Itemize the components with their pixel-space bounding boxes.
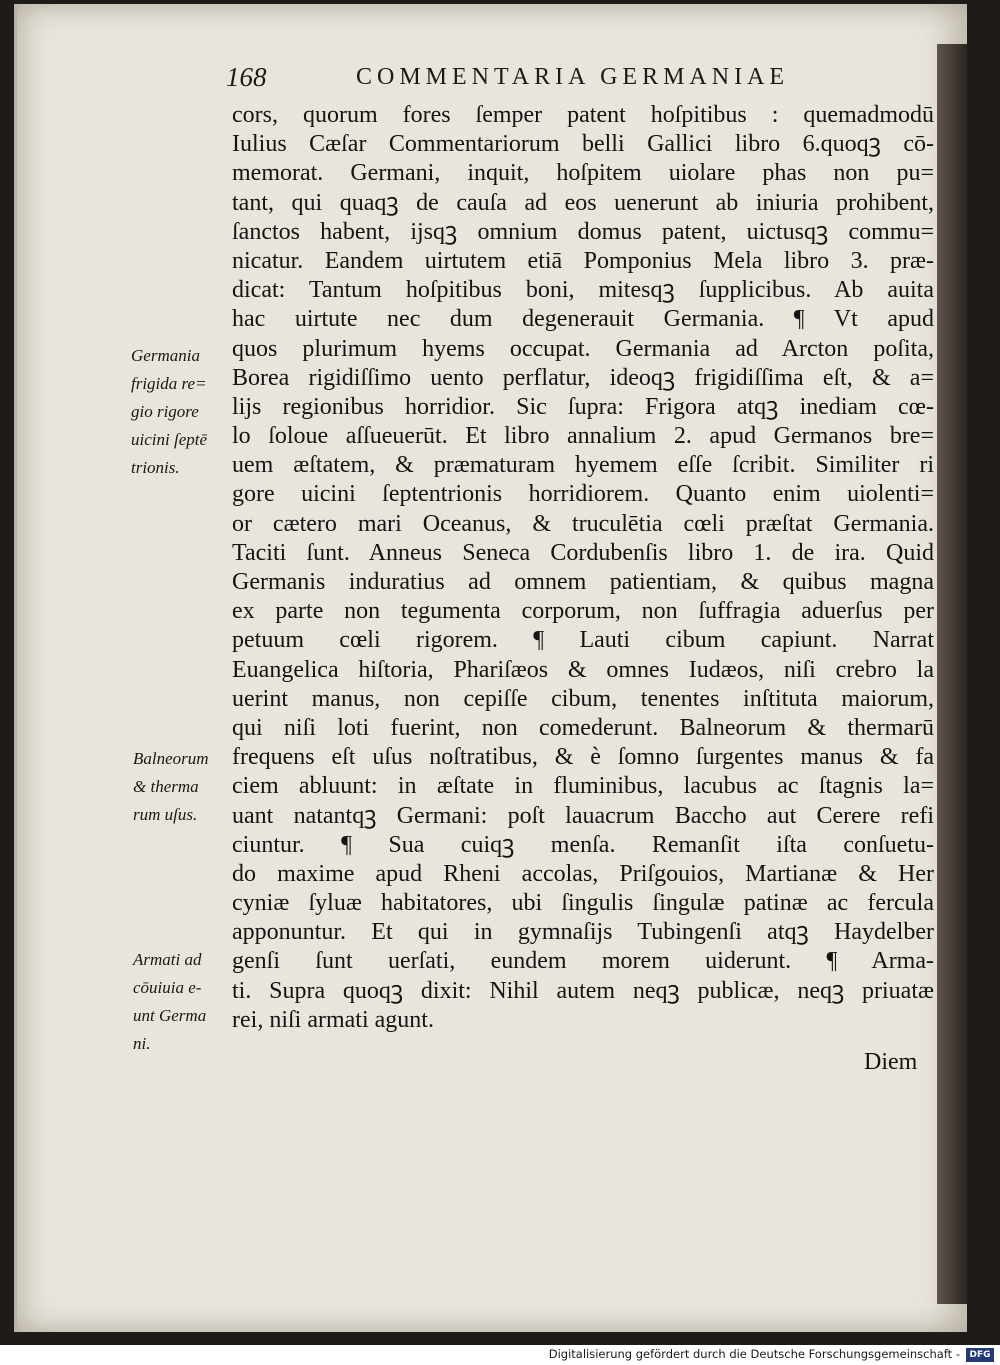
marginal-note-germania-frigida (131, 342, 237, 482)
text-line: dicat: Tantum hoſpitibus boni, mitesqꝫ ſupplicibus. Ab auita (232, 277, 934, 304)
marginal-line: frigida re= (131, 374, 207, 393)
text-line: Taciti ſunt. Anneus Seneca Cordubenſis libro 1. de ira. Quid (232, 539, 934, 566)
text-line: or cætero mari Oceanus, & truculētia cœli præſtat Germania. (232, 510, 934, 537)
marginal-line: & therma (133, 777, 199, 796)
page-edge (937, 44, 967, 1304)
text-line: lo ſoloue aſſueuerūt. Et libro annalium 2. apud Germanos bre= (232, 423, 934, 450)
marginal-line: unt Germa (133, 1006, 207, 1025)
text-line: memorat. Germani, inquit, hoſpitem uiolare phas non pu= (232, 160, 934, 187)
text-line: Euangelica hiſtoria, Phariſæos & omnes Iudæos, niſi crebro la (232, 656, 934, 683)
text-line: do maxime apud Rheni accolas, Priſgouios, Martianæ & Her (232, 860, 934, 887)
footer-credit: Digitalisierung gefördert durch die Deutsche Forschungsgemeinschaft - (548, 1347, 960, 1361)
marginal-line: gio rigore (131, 402, 199, 421)
text-line: frequens eſt uſus noſtratibus, & è ſomno ſurgentes manus & fa (232, 744, 934, 771)
marginal-line: Balneorum (133, 749, 209, 768)
text-line: gore uicini ſeptentrionis horridiorem. Quanto enim uiolenti= (232, 481, 934, 508)
dfg-logo-icon: DFG (966, 1348, 994, 1362)
text-line: apponuntur. Et qui in gymnaſijs Tubingenſi atqꝫ Haydelber (232, 919, 934, 946)
text-line: uerint manus, non cepiſſe cibum, tenentes inſtituta maiorum, (232, 685, 934, 712)
text-line: ciem abluunt: in æſtate in fluminibus, lacubus ac ſtagnis la= (232, 773, 934, 800)
text-line: uem æſtatem, & præmaturam hyemem eſſe ſcribit. Similiter ri (232, 452, 934, 479)
marginal-line: rum uſus. (133, 805, 198, 824)
text-line: qui niſi loti fuerint, non comederunt. Balneorum & thermarū (232, 714, 934, 741)
marginal-note-armati (133, 946, 239, 1058)
text-line: Iulius Cæſar Commentariorum belli Gallici libro 6.quoqꝫ cō- (232, 131, 934, 158)
text-line: lijs regionibus horridior. Sic ſupra: Frigora atqꝫ inediam cœ- (232, 393, 934, 420)
text-line: cors, quorum fores ſemper patent hoſpitibus : quemadmodū (232, 102, 934, 128)
text-line: quos plurimum hyems occupat. Germania ad Arcton poſita, (232, 335, 934, 362)
text-line: cyniæ ſyluæ habitatores, ubi ſingulis ſingulæ patinæ ac fercula (232, 890, 934, 917)
marginal-line: Germania (131, 346, 200, 365)
page-number: 168 (226, 62, 267, 92)
catchword: Diem (864, 1049, 918, 1075)
text-line: nicatur. Eandem uirtutem etiā Pomponius Mela libro 3. præ- (232, 247, 934, 274)
text-line: Borea rigidiſſimo uento perflatur, ideoqꝫ frigidiſſima eſt, & a= (232, 364, 934, 391)
text-line: genſi ſunt uerſati, eundem morem uiderunt. ¶ Arma- (232, 948, 934, 975)
marginal-line: Armati ad (133, 950, 202, 969)
body-text (232, 101, 934, 1035)
text-line: ſanctos habent, ijsqꝫ omnium domus patent, uictusqꝫ commu= (232, 218, 934, 245)
marginal-line: uicini ſeptē (131, 430, 208, 449)
marginal-line: trionis. (131, 458, 180, 477)
text-line: uant natantqꝫ Germani: poſt lauacrum Baccho aut Cerere refi (232, 802, 934, 829)
text-line: ex parte non tegumenta corporum, non ſuffragia aduerſus per (232, 598, 934, 625)
footer-bar (0, 1345, 1000, 1365)
text-line: Germanis induratius ad omnem patientiam, & quibus magna (232, 569, 934, 595)
marginal-note-balneorum (133, 745, 239, 829)
text-line: petuum cœli rigorem. ¶ Lauti cibum capiunt. Narrat (232, 627, 934, 654)
marginal-line: cōuiuia e- (133, 978, 202, 997)
text-line: ciuntur. ¶ Sua cuiqꝫ menſa. Remanſit iſta conſuetu- (232, 831, 934, 858)
text-line: tant, qui quaqꝫ de cauſa ad eos uenerunt ab iniuria prohibent, (232, 189, 934, 216)
text-line: ti. Supra quoqꝫ dixit: Nihil autem neqꝫ publicæ, neqꝫ priuatæ (232, 977, 934, 1004)
running-head (226, 62, 886, 96)
running-title: COMMENTARIA GERMANIAE (356, 64, 790, 90)
text-line: rei, niſi armati agunt. (232, 1006, 434, 1033)
text-line: hac uirtute nec dum degenerauit Germania. ¶ Vt apud (232, 306, 934, 333)
marginal-line: ni. (133, 1034, 151, 1053)
